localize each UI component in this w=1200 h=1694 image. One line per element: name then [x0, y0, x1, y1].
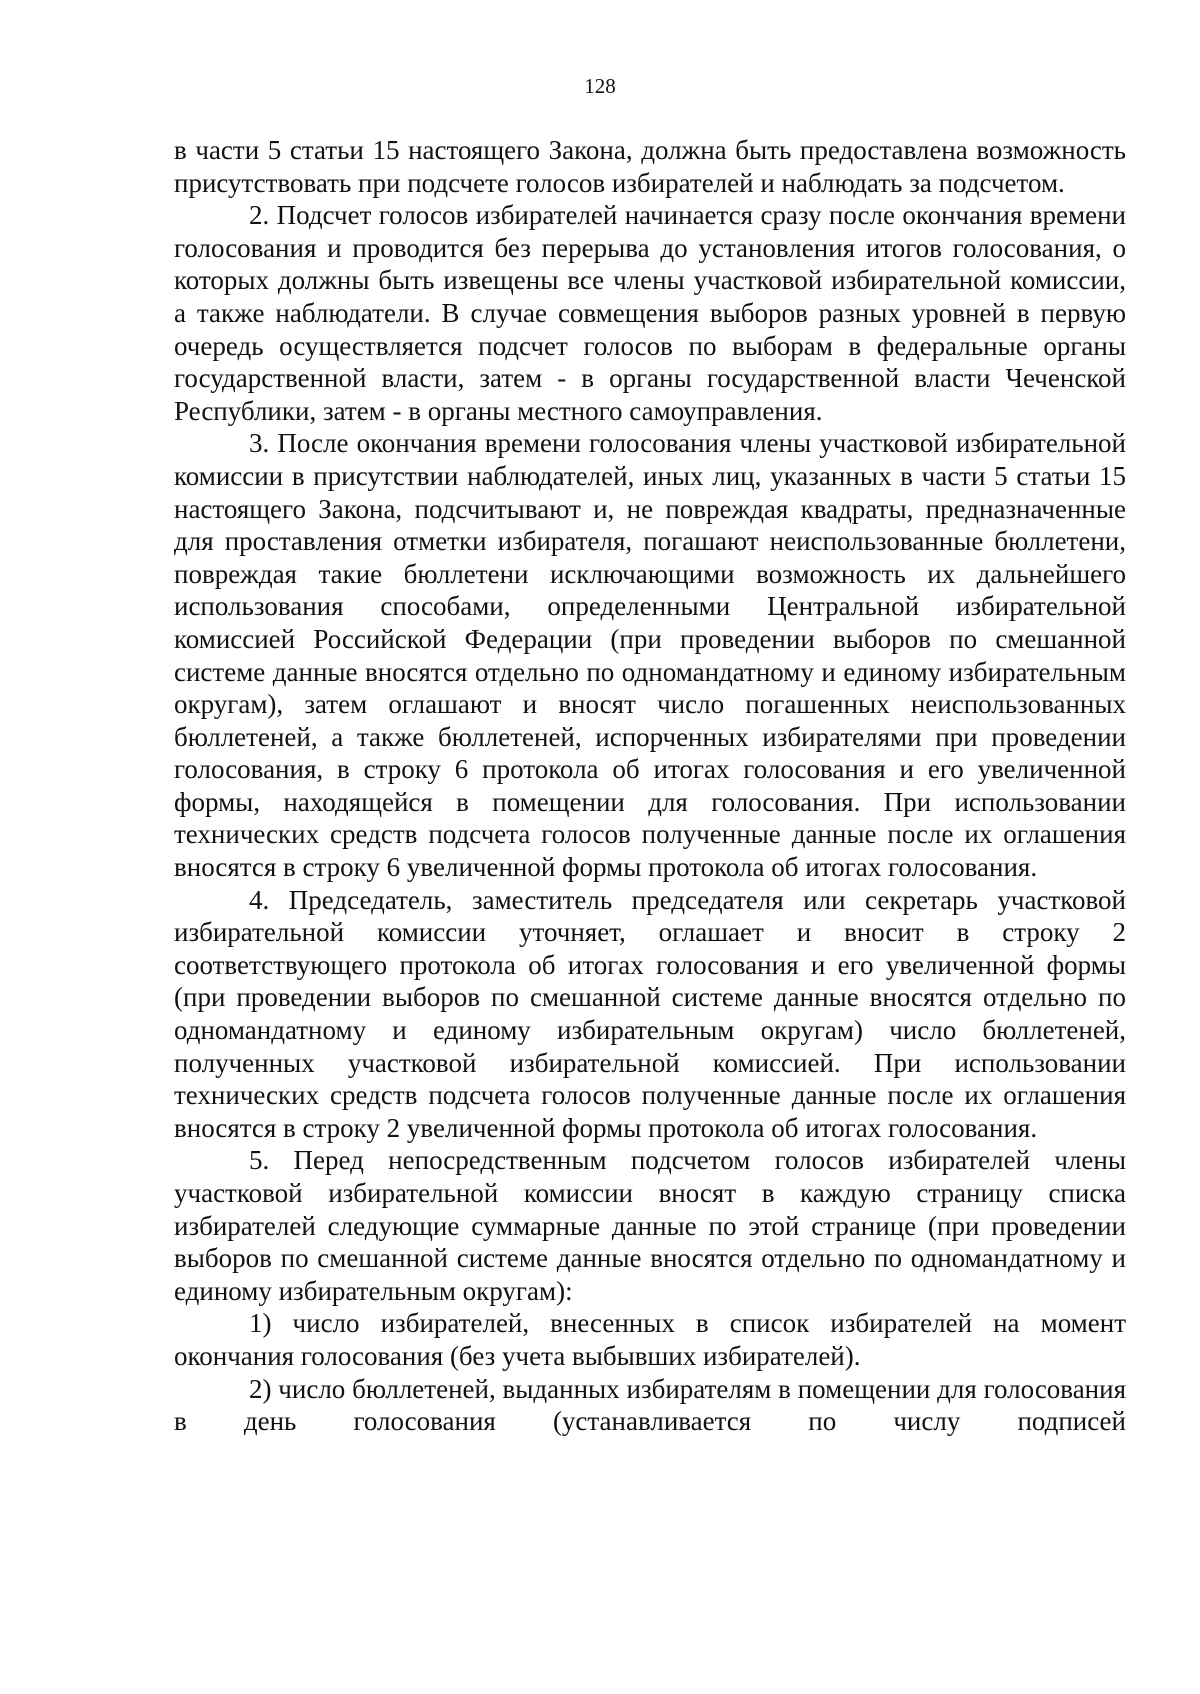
document-body [174, 134, 1126, 1438]
paragraph-subitem-2: 2) число бюллетеней, выданных избирателям в помещении для голосования в день голосования (устанавливается по числу подписей [174, 1373, 1126, 1437]
paragraph-item-2: 2. Подсчет голосов избирателей начинается сразу после окончания времени голосования и проводится без перерыва до установления итогов голосования, о которых должны быть извещены все члены участковой избирательной комиссии, а также наблюдатели. В случае совмещения выборов разных уровней в первую очередь осуществляется подсчет голосов по выборам в федеральные органы государственной власти, затем - в органы государственной власти Чеченской Республики, затем - в органы местного самоуправления. [174, 200, 1126, 426]
paragraph-continuation: в части 5 статьи 15 настоящего Закона, должна быть предоставлена возможность присутствовать при подсчете голосов избирателей и наблюдать за подсчетом. [174, 135, 1126, 198]
page-number: 128 [584, 74, 616, 98]
paragraph-subitem-1: 1) число избирателей, внесенных в список избирателей на момент окончания голосования (без учета выбывших избирателей). [174, 1308, 1126, 1371]
paragraph-item-5: 5. Перед непосредственным подсчетом голосов избирателей члены участковой избирательной комиссии вносят в каждую страницу списка избирателей следующие суммарные данные по этой странице (при проведении выборов по смешанной системе данные вносятся отдельно по одномандатному и единому избирательным округам): [174, 1145, 1126, 1306]
paragraph-item-3: 3. После окончания времени голосования члены участковой избирательной комиссии в присутствии наблюдателей, иных лиц, указанных в части 5 статьи 15 настоящего Закона, подсчитывают и, не повреждая квадраты, предназначенные для проставления отметки избирателя, погашают неиспользованные бюллетени, повреждая такие бюллетени исключающими возможность их дальнейшего использования способами, определенными Центральной избирательной комиссией Российской Федерации (при проведении выборов по смешанной системе данные вносятся отдельно по одномандатному и единому избирательным округам), затем оглашают и вносят число погашенных неиспользованных бюллетеней, а также бюллетеней, испорченных избирателями при проведении голосования, в строку 6 протокола об итогах голосования и его увеличенной формы, находящейся в помещении для голосования. При использовании технических средств подсчета голосов полученные данные после их оглашения вносятся в строку 6 увеличенной формы протокола об итогах голосования. [174, 428, 1126, 883]
paragraph-item-4: 4. Председатель, заместитель председателя или секретарь участковой избирательной комиссии уточняет, оглашает и вносит в строку 2 соответствующего протокола об итогах голосования и его увеличенной формы (при проведении выборов по смешанной системе данные вносятся отдельно по одномандатному и единому избирательным округам) число бюллетеней, полученных участковой избирательной комиссией. При использовании технических средств подсчета голосов полученные данные после их оглашения вносятся в строку 2 увеличенной формы протокола об итогах голосования. [174, 884, 1126, 1143]
